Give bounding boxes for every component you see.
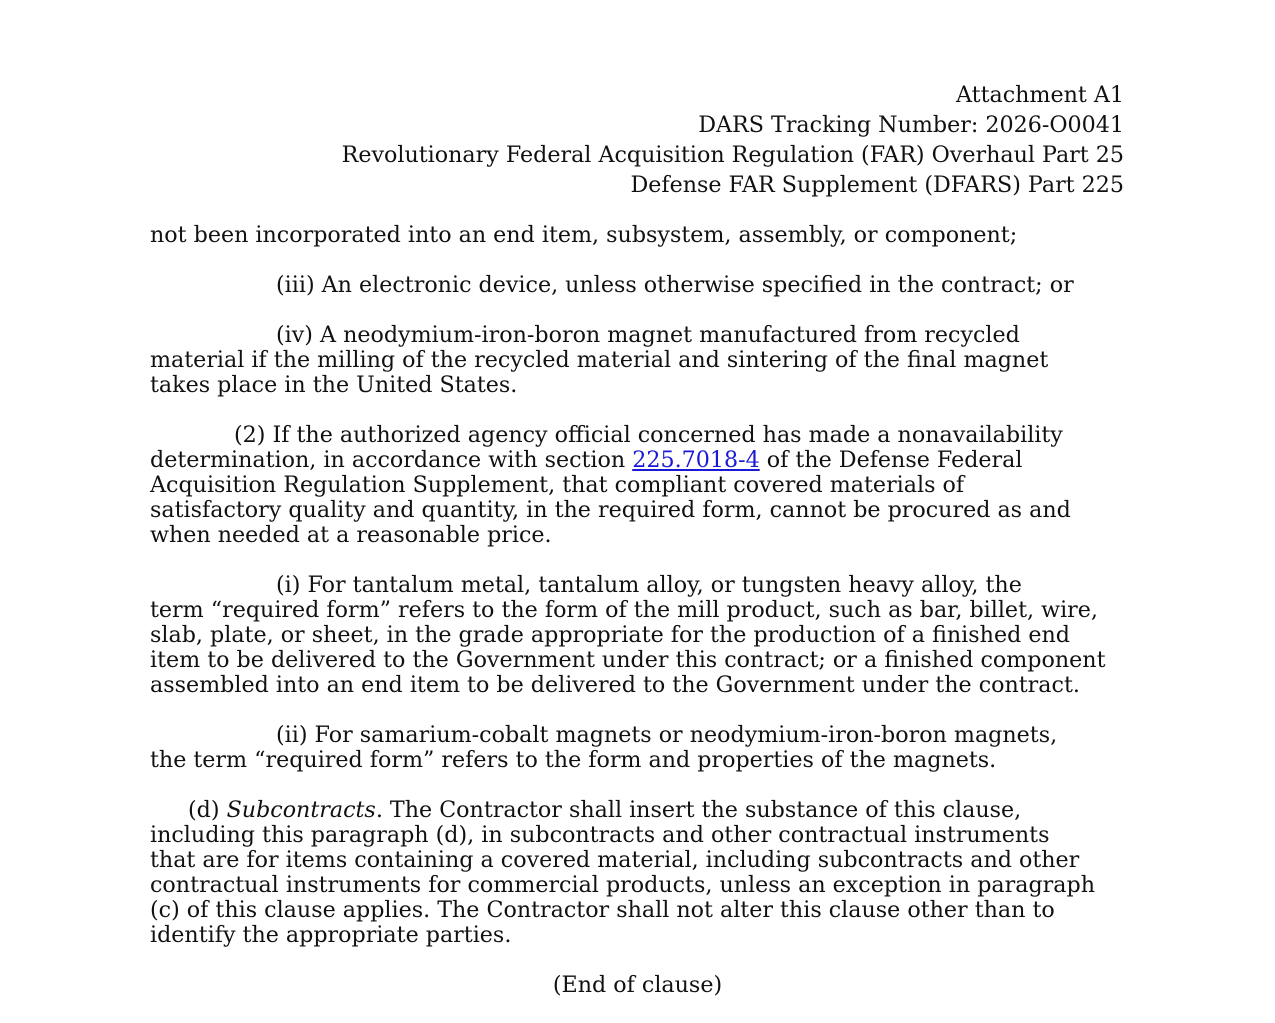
- text-line: (ii) For samarium-cobalt magnets or neodymium-iron-boron magnets,: [276, 722, 1058, 748]
- text-segment: determination, in accordance with section: [150, 447, 633, 473]
- paragraph-2: [150, 423, 1135, 548]
- end-of-clause: (End of clause): [552, 972, 723, 998]
- text-segment: of the Defense Federal: [759, 447, 1023, 473]
- text-line: [150, 798, 1135, 823]
- header-tracking-number: DARS Tracking Number: 2026-O0041: [698, 112, 1124, 138]
- text-line: (iv) A neodymium-iron-boron magnet manufactured from recycled: [276, 322, 1020, 348]
- paragraph-continuation: [150, 223, 1135, 248]
- subcontracts-heading: Subcontracts: [226, 797, 376, 823]
- document-header: [342, 80, 1124, 200]
- text-line: assembled into an end item to be delivered to the Government under the contract.: [150, 672, 1080, 698]
- text-line: contractual instruments for commercial products, unless an exception in paragraph: [150, 872, 1096, 898]
- text-line: when needed at a reasonable price.: [150, 522, 552, 548]
- text-line: (i) For tantalum metal, tantalum alloy, or tungsten heavy alloy, the: [276, 572, 1022, 598]
- paragraph-iv: [150, 323, 1135, 398]
- text-line: (iii) An electronic device, unless otherwise specified in the contract; or: [276, 272, 1074, 298]
- text-line: that are for items containing a covered material, including subcontracts and other: [150, 847, 1080, 873]
- text-line: identify the appropriate parties.: [150, 922, 512, 948]
- text-line: [150, 448, 1135, 473]
- text-line: item to be delivered to the Government under this contract; or a finished component: [150, 647, 1106, 673]
- text-segment: (d): [188, 797, 227, 823]
- dfars-section-link[interactable]: 225.7018-4: [632, 447, 760, 473]
- paragraph-i: [150, 573, 1135, 698]
- paragraph-ii: [150, 723, 1135, 773]
- text-line: satisfactory quality and quantity, in the required form, cannot be procured as and: [150, 497, 1071, 523]
- text-segment: . The Contractor shall insert the substance of this clause,: [375, 797, 1022, 823]
- text-line: term “required form” refers to the form of the mill product, such as bar, billet, wire,: [150, 597, 1098, 623]
- paragraph-d: [150, 798, 1135, 948]
- text-line: (2) If the authorized agency official concerned has made a nonavailability: [234, 422, 1063, 448]
- text-line: including this paragraph (d), in subcontracts and other contractual instruments: [150, 822, 1050, 848]
- text-line: takes place in the United States.: [150, 372, 518, 398]
- text-line: (c) of this clause applies. The Contractor shall not alter this clause other than to: [150, 897, 1055, 923]
- header-far-part: Revolutionary Federal Acquisition Regulation (FAR) Overhaul Part 25: [341, 142, 1124, 168]
- header-attachment: Attachment A1: [956, 82, 1124, 108]
- text-line: material if the milling of the recycled material and sintering of the final magnet: [150, 347, 1049, 373]
- header-dfars-part: Defense FAR Supplement (DFARS) Part 225: [630, 172, 1124, 198]
- text-line: the term “required form” refers to the form and properties of the magnets.: [150, 747, 997, 773]
- paragraph-iii: [150, 273, 1135, 298]
- clause-body: [150, 223, 1135, 1023]
- text-line: Acquisition Regulation Supplement, that compliant covered materials of: [150, 472, 965, 498]
- text-line: not been incorporated into an end item, subsystem, assembly, or component;: [150, 222, 1018, 248]
- text-line: slab, plate, or sheet, in the grade appropriate for the production of a finished end: [150, 622, 1070, 648]
